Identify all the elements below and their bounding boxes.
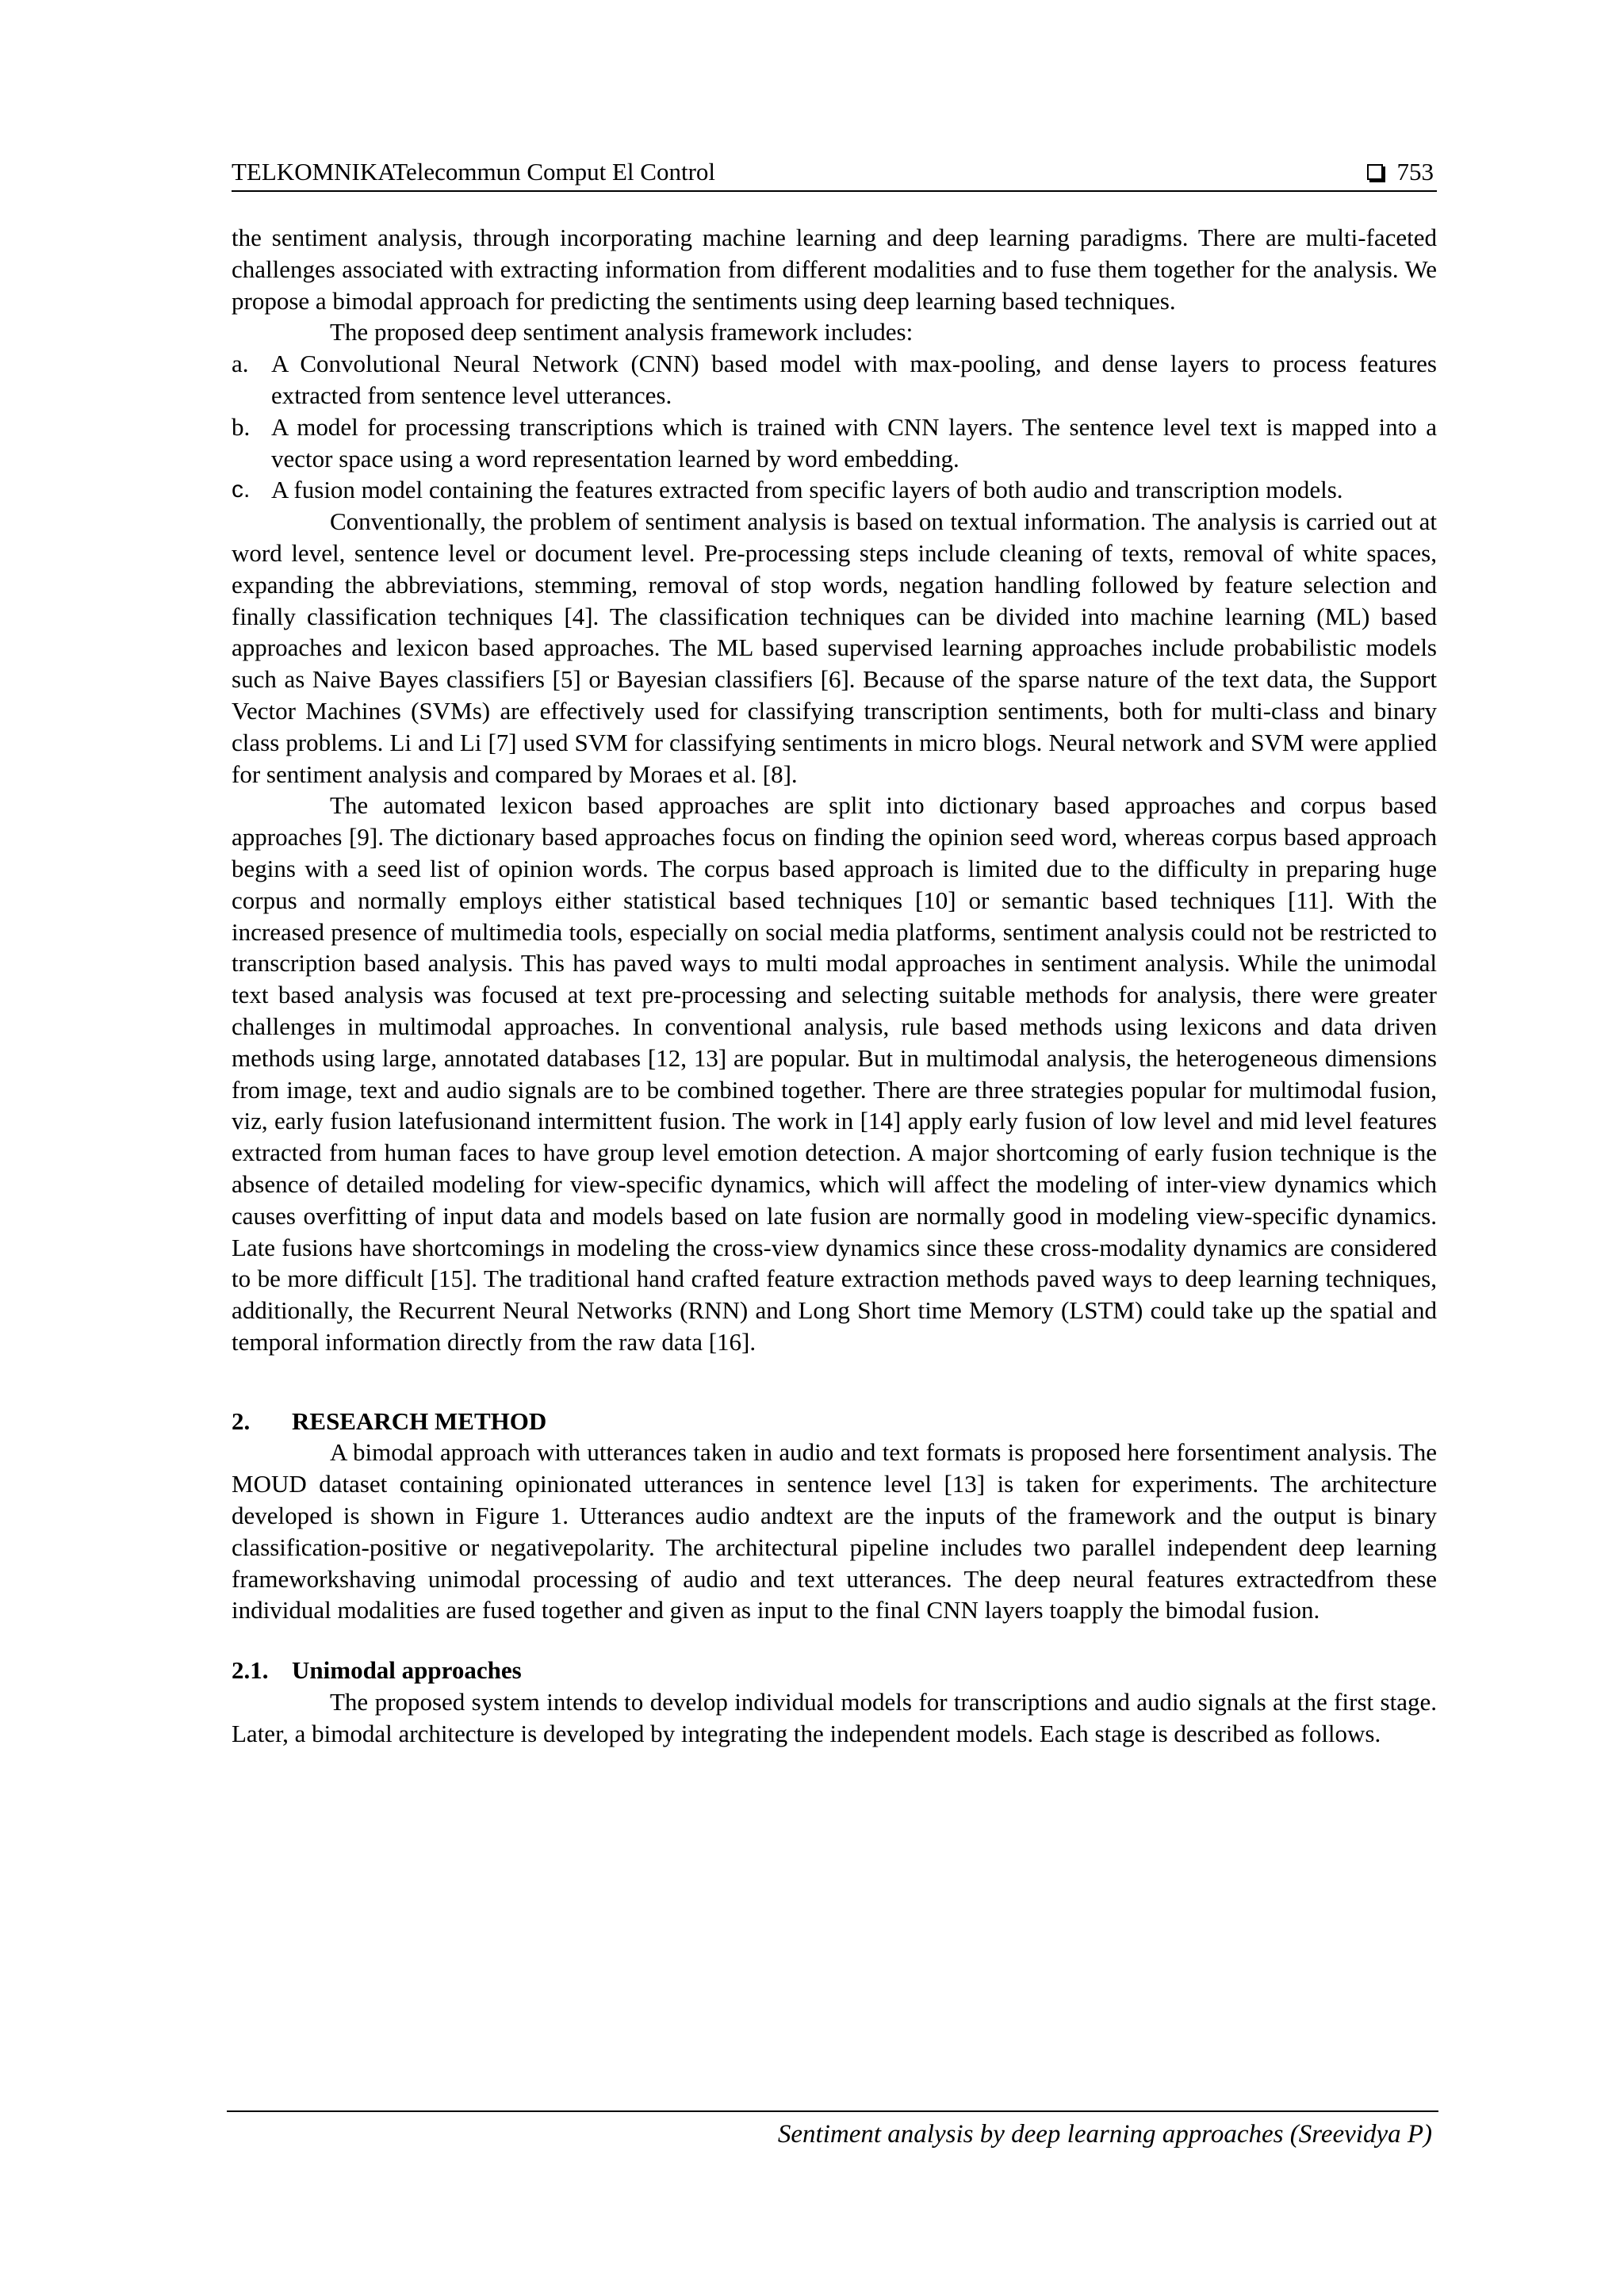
list-item-text: A fusion model containing the features extracted from specific layers of both audio and transcription models.: [271, 476, 1343, 504]
list-item-text: A model for processing transcriptions which is trained with CNN layers. The sentence level text is mapped into a vector space using a word representation learned by word embedding.: [271, 412, 1437, 473]
section-number: 2.: [232, 1406, 251, 1435]
paragraph-conventional-analysis: Conventionally, the problem of sentiment analysis is based on textual information. The analysis is carried out at word level, sentence level or document level. Pre-processing steps include cleaning of texts, removal of white spaces, expanding the abbreviations, stemming, removal of stop words, negation handling followed by feature selection and finally classification techniques [4]. The classification techniques can be divided into machine learning (ML) based approaches and lexicon based approaches. The ML based supervised learning approaches include probabilistic models such as Naive Bayes classifiers [5] or Bayesian classifiers [6]. Because of the sparse nature of the text data, the Support Vector Machines (SVMs) are effectively used for classifying transcription sentiments, both for multi-class and binary class problems. Li and Li [7] used SVM for classifying sentiments in micro blogs. Neural network and SVM were applied for sentiment analysis and compared by Moraes et al. [8].: [232, 507, 1437, 788]
list-item-text: A Convolutional Neural Network (CNN) based model with max-pooling, and dense layers to process features extracted from sentence level utterances.: [271, 350, 1437, 409]
subsection-title: Unimodal approaches: [292, 1656, 522, 1685]
page-number: 753: [1396, 158, 1434, 186]
paragraph-lexicon-approaches: The automated lexicon based approaches are split into dictionary based approaches and corpus based approaches [9]. The dictionary based approaches focus on finding the opinion seed word, whereas corpus based approach begins with a seed list of opinion words. The corpus based approach is limited due to the difficulty in preparing huge corpus and normally employs either statistical based techniques [10] or semantic based techniques [11]. With the increased presence of multimedia tools, especially on social media platforms, sentiment analysis could not be restricted to transcription based analysis. This has paved ways to multi modal approaches in sentiment analysis. While the unimodal text based analysis was focused at text pre-processing and selecting suitable methods for analysis, there were greater challenges in multimodal approaches. In conventional analysis, rule based methods using lexicons and data driven methods using large, annotated databases [12, 13] are popular. But in multimodal analysis, the heterogeneous dimensions from image, text and audio signals are to be combined together. There are three strategies popular for multimodal fusion, viz, early fusion latefusionand intermittent fusion. The work in [14] apply early fusion of low level and mid level features extracted from human faces to have group level emotion detection. A major shortcoming of early fusion technique is the absence of detailed modeling for view-specific dynamics, which will affect the modeling of inter-view dynamics which causes overfitting of input data and models based on late fusion are normally good in modeling view-specific dynamics. Late fusions have shortcomings in modeling the cross-view dynamics since these cross-modality dynamics are considered to be more difficult [15]. The traditional hand crafted feature extraction methods paved ways to deep learning techniques, additionally, the Recurrent Neural Networks (RNN) and Long Short time Memory (LSTM) could take up the spatial and temporal information directly from the raw data [16].: [232, 791, 1437, 1356]
list-item: [232, 348, 1437, 411]
footer-rule: [227, 2110, 1438, 2112]
section-title: RESEARCH METHOD: [292, 1406, 547, 1435]
section-heading: [232, 1406, 1437, 1437]
body-text: [232, 222, 1437, 1750]
subsection-number: 2.1.: [232, 1656, 269, 1685]
list-marker: a.: [232, 350, 249, 378]
box-shadow-square-icon: [1367, 164, 1383, 180]
paragraph-unimodal: The proposed system intends to develop individual models for transcriptions and audio signals at the first stage. Later, a bimodal architecture is developed by integrating the independent models. Each stage is described as follows.: [232, 1688, 1437, 1747]
paragraph-framework-intro: The proposed deep sentiment analysis framework includes:: [330, 318, 914, 346]
journal-name: TELKOMNIKATelecommun Comput El Control: [232, 158, 716, 186]
running-header: [232, 154, 1437, 192]
list-marker: b.: [232, 412, 251, 441]
page-number-group: [1367, 154, 1434, 190]
list-item: [232, 474, 1437, 506]
list-marker: c.: [232, 476, 251, 503]
paragraph-research-method: A bimodal approach with utterances taken in audio and text formats is proposed here forsentiment analysis. The MOUD dataset containing opinionated utterances in sentence level [13] is taken for experiments. The architecture developed is shown in Figure 1. Utterances audio andtext are the inputs of the framework and the output is binary classification-positive or negativepolarity. The architectural pipeline includes two parallel independent deep learning frameworkshaving unimodal processing of audio and text utterances. The deep neural features extractedfrom these individual modalities are fused together and given as input to the final CNN layers toapply the bimodal fusion.: [232, 1438, 1437, 1624]
list-item: [232, 411, 1437, 475]
running-footer: Sentiment analysis by deep learning approaches (Sreevidya P): [777, 2120, 1432, 2149]
subsection-heading: [232, 1655, 1437, 1686]
paragraph-intro-continued: the sentiment analysis, through incorporating machine learning and deep learning paradigms. There are multi-faceted challenges associated with extracting information from different modalities and to fuse them together for the analysis. We propose a bimodal approach for predicting the sentiments using deep learning based techniques.: [232, 224, 1437, 315]
